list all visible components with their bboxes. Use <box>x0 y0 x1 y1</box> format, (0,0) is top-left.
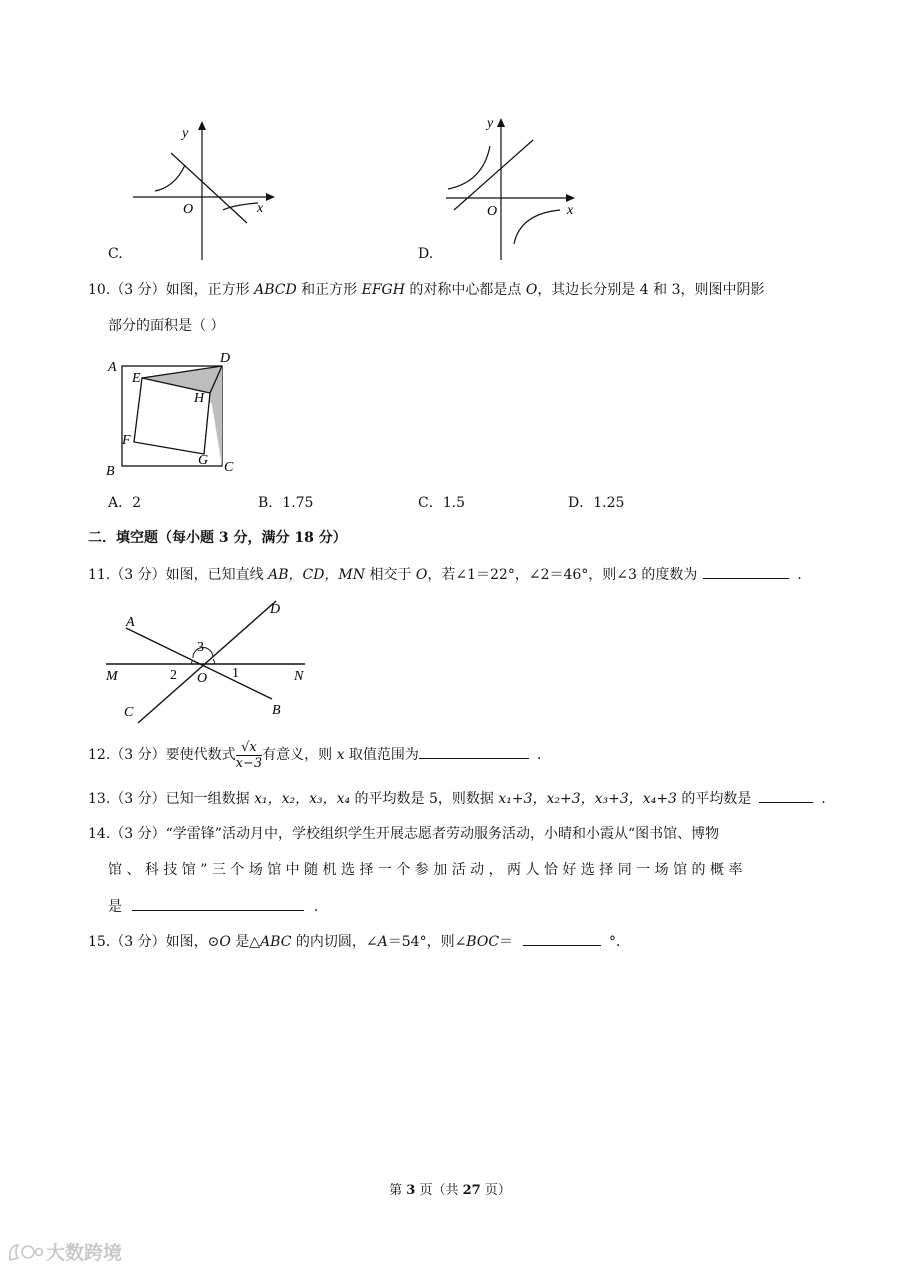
q12-x: x <box>336 747 345 763</box>
q15-answer-blank[interactable] <box>523 931 601 946</box>
footer-suffix: 页） <box>480 1183 511 1198</box>
q11-label-m: M <box>106 669 118 684</box>
q10-line1 <box>88 280 764 300</box>
q13-answer-blank[interactable] <box>759 788 813 803</box>
q13-number: 13. <box>88 791 111 807</box>
watermark <box>6 1238 122 1265</box>
q11-label-d: D <box>270 602 281 617</box>
q14-end: ． <box>314 899 328 915</box>
q14-line2: 馆 、 科 技 馆 ” 三 个 场 馆 中 随 机 选 择 一 个 参 加 活 动 ， 两 人 恰 好 选 择 同 一 场 馆 的 概 率 <box>108 862 743 878</box>
q11-label-2: 2 <box>170 668 177 683</box>
q11-label-n: N <box>294 669 304 684</box>
q10-text: ，其边长分别是 4 和 3，则图中阴影 <box>537 282 765 298</box>
q12-text <box>88 738 551 772</box>
q10-abcd: ABCD <box>254 282 297 298</box>
q13-data2: x₁+3，x₂+3，x₃+3，x₄+3 <box>498 791 677 807</box>
footer-mid: 页（共 <box>415 1183 463 1198</box>
q10-label-g: G <box>198 453 209 468</box>
q15-score: （3 分） <box>110 934 166 950</box>
q13-text-c: 的平均数是 <box>676 791 752 807</box>
q10-label-e: E <box>132 371 141 386</box>
option-c-letter: C. <box>108 246 123 262</box>
q11-label-b: B <box>272 703 281 718</box>
q13-text <box>88 788 835 809</box>
q13-text-a: 已知一组数据 <box>165 791 255 807</box>
q11-number: 11. <box>88 567 111 583</box>
q12-numerator: √x <box>236 740 263 756</box>
q15-boc: BOC <box>466 934 500 950</box>
q15-text-b: 是△ <box>230 934 261 950</box>
q11-answer-blank[interactable] <box>703 564 789 579</box>
q14-line1 <box>88 824 719 844</box>
q10-option-c: C．1.5 <box>418 495 465 511</box>
q11-text <box>88 564 811 585</box>
graph-option-d <box>438 112 588 262</box>
q10-number: 10. <box>88 282 111 298</box>
q12-fraction <box>236 740 263 771</box>
q15-a: A <box>377 934 388 950</box>
svg-text:O: O <box>487 204 498 219</box>
q10-text: 的对称中心都是点 <box>404 282 526 298</box>
q12-end: ． <box>536 747 551 763</box>
q11-o: O <box>415 567 428 583</box>
q11-label-1: 1 <box>232 666 239 681</box>
option-d-letter: D. <box>418 246 434 262</box>
q15-text-c: 的内切圆，∠ <box>291 934 378 950</box>
q15-text-e: ＝ <box>499 934 514 950</box>
watermark-logo-icon <box>6 1240 44 1264</box>
q11-label-3: 3 <box>197 640 204 655</box>
footer-page: 3 <box>406 1183 416 1198</box>
q10-option-d: D．1.25 <box>568 495 625 511</box>
q12-text-c: 取值范围为 <box>344 747 419 763</box>
q10-option-b: B．1.75 <box>258 495 314 511</box>
q14-answer-blank[interactable] <box>132 896 304 911</box>
graph-option-c <box>125 115 285 263</box>
q11-text-a: 如图，已知直线 <box>165 567 269 583</box>
q11-end: ． <box>797 567 812 583</box>
q10-squares-figure <box>100 344 245 479</box>
q14-line1-text: “学雷锋”活动月中，学校组织学生开展志愿者劳动服务活动，小晴和小霞从“图书馆、博物 <box>165 826 720 842</box>
q13-data1: x₁，x₂，x₃，x₄ <box>254 791 351 807</box>
q12-text-a: 要使代数式 <box>165 747 236 763</box>
svg-text:y: y <box>487 116 494 131</box>
q11-lines-figure <box>100 596 320 730</box>
q14-number: 14. <box>88 826 111 842</box>
q10-label-d: D <box>220 351 231 366</box>
q10-label-b: B <box>106 464 115 479</box>
q12-text-b: 有意义，则 <box>262 747 337 763</box>
q14-score: （3 分） <box>110 826 166 842</box>
q15-text <box>88 931 630 952</box>
svg-text:y: y <box>182 126 189 141</box>
q12-denominator: x−3 <box>235 755 263 771</box>
q11-score: （3 分） <box>110 567 166 583</box>
section-title: 二．填空题（每小题 3 分，满分 18 分） <box>88 530 347 546</box>
q10-label-a: A <box>108 360 117 375</box>
footer-prefix: 第 <box>389 1183 407 1198</box>
svg-text:x: x <box>257 201 264 216</box>
q11-label-a: A <box>126 615 135 630</box>
q10-text: 如图，正方形 <box>165 282 255 298</box>
q12-score: （3 分） <box>110 747 166 763</box>
q15-end: °． <box>609 934 631 950</box>
q10-text: 和正方形 <box>296 282 362 298</box>
q15-text-d: ＝54°，则∠ <box>387 934 467 950</box>
q10-o: O <box>525 282 538 298</box>
q10-label-h: H <box>194 391 205 406</box>
q12-number: 12. <box>88 747 111 763</box>
q13-text-b: 的平均数是 5，则数据 <box>350 791 499 807</box>
watermark-text: 大数跨境 <box>46 1242 123 1264</box>
q15-o: O <box>219 934 231 950</box>
q14-line3 <box>108 896 328 917</box>
svg-text:O: O <box>183 202 194 217</box>
q11-label-o: O <box>197 671 208 686</box>
q13-end: ． <box>821 791 836 807</box>
q13-score: （3 分） <box>110 791 166 807</box>
q11-text-c: ，若∠1＝22°，∠2＝46°，则∠3 的度数为 <box>427 567 698 583</box>
q10-efgh: EFGH <box>361 282 405 298</box>
q10-option-a: A．2 <box>108 495 142 511</box>
q11-lines: AB，CD，MN <box>268 567 365 583</box>
q11-label-c: C <box>124 705 134 720</box>
page-footer <box>0 1181 900 1201</box>
q15-number: 15. <box>88 934 111 950</box>
q11-text-b: 相交于 <box>365 567 416 583</box>
q15-abc: ABC <box>260 934 292 950</box>
q10-label-f: F <box>122 433 131 448</box>
svg-text:x: x <box>567 203 574 218</box>
q10-line2: 部分的面积是（ ） <box>108 318 225 334</box>
footer-total: 27 <box>462 1183 481 1198</box>
q15-text-a: 如图，⊙ <box>165 934 220 950</box>
q14-line3-text: 是 <box>108 899 122 915</box>
q10-score: （3 分） <box>110 282 166 298</box>
q12-answer-blank[interactable] <box>419 744 529 759</box>
q10-label-c: C <box>224 460 234 475</box>
